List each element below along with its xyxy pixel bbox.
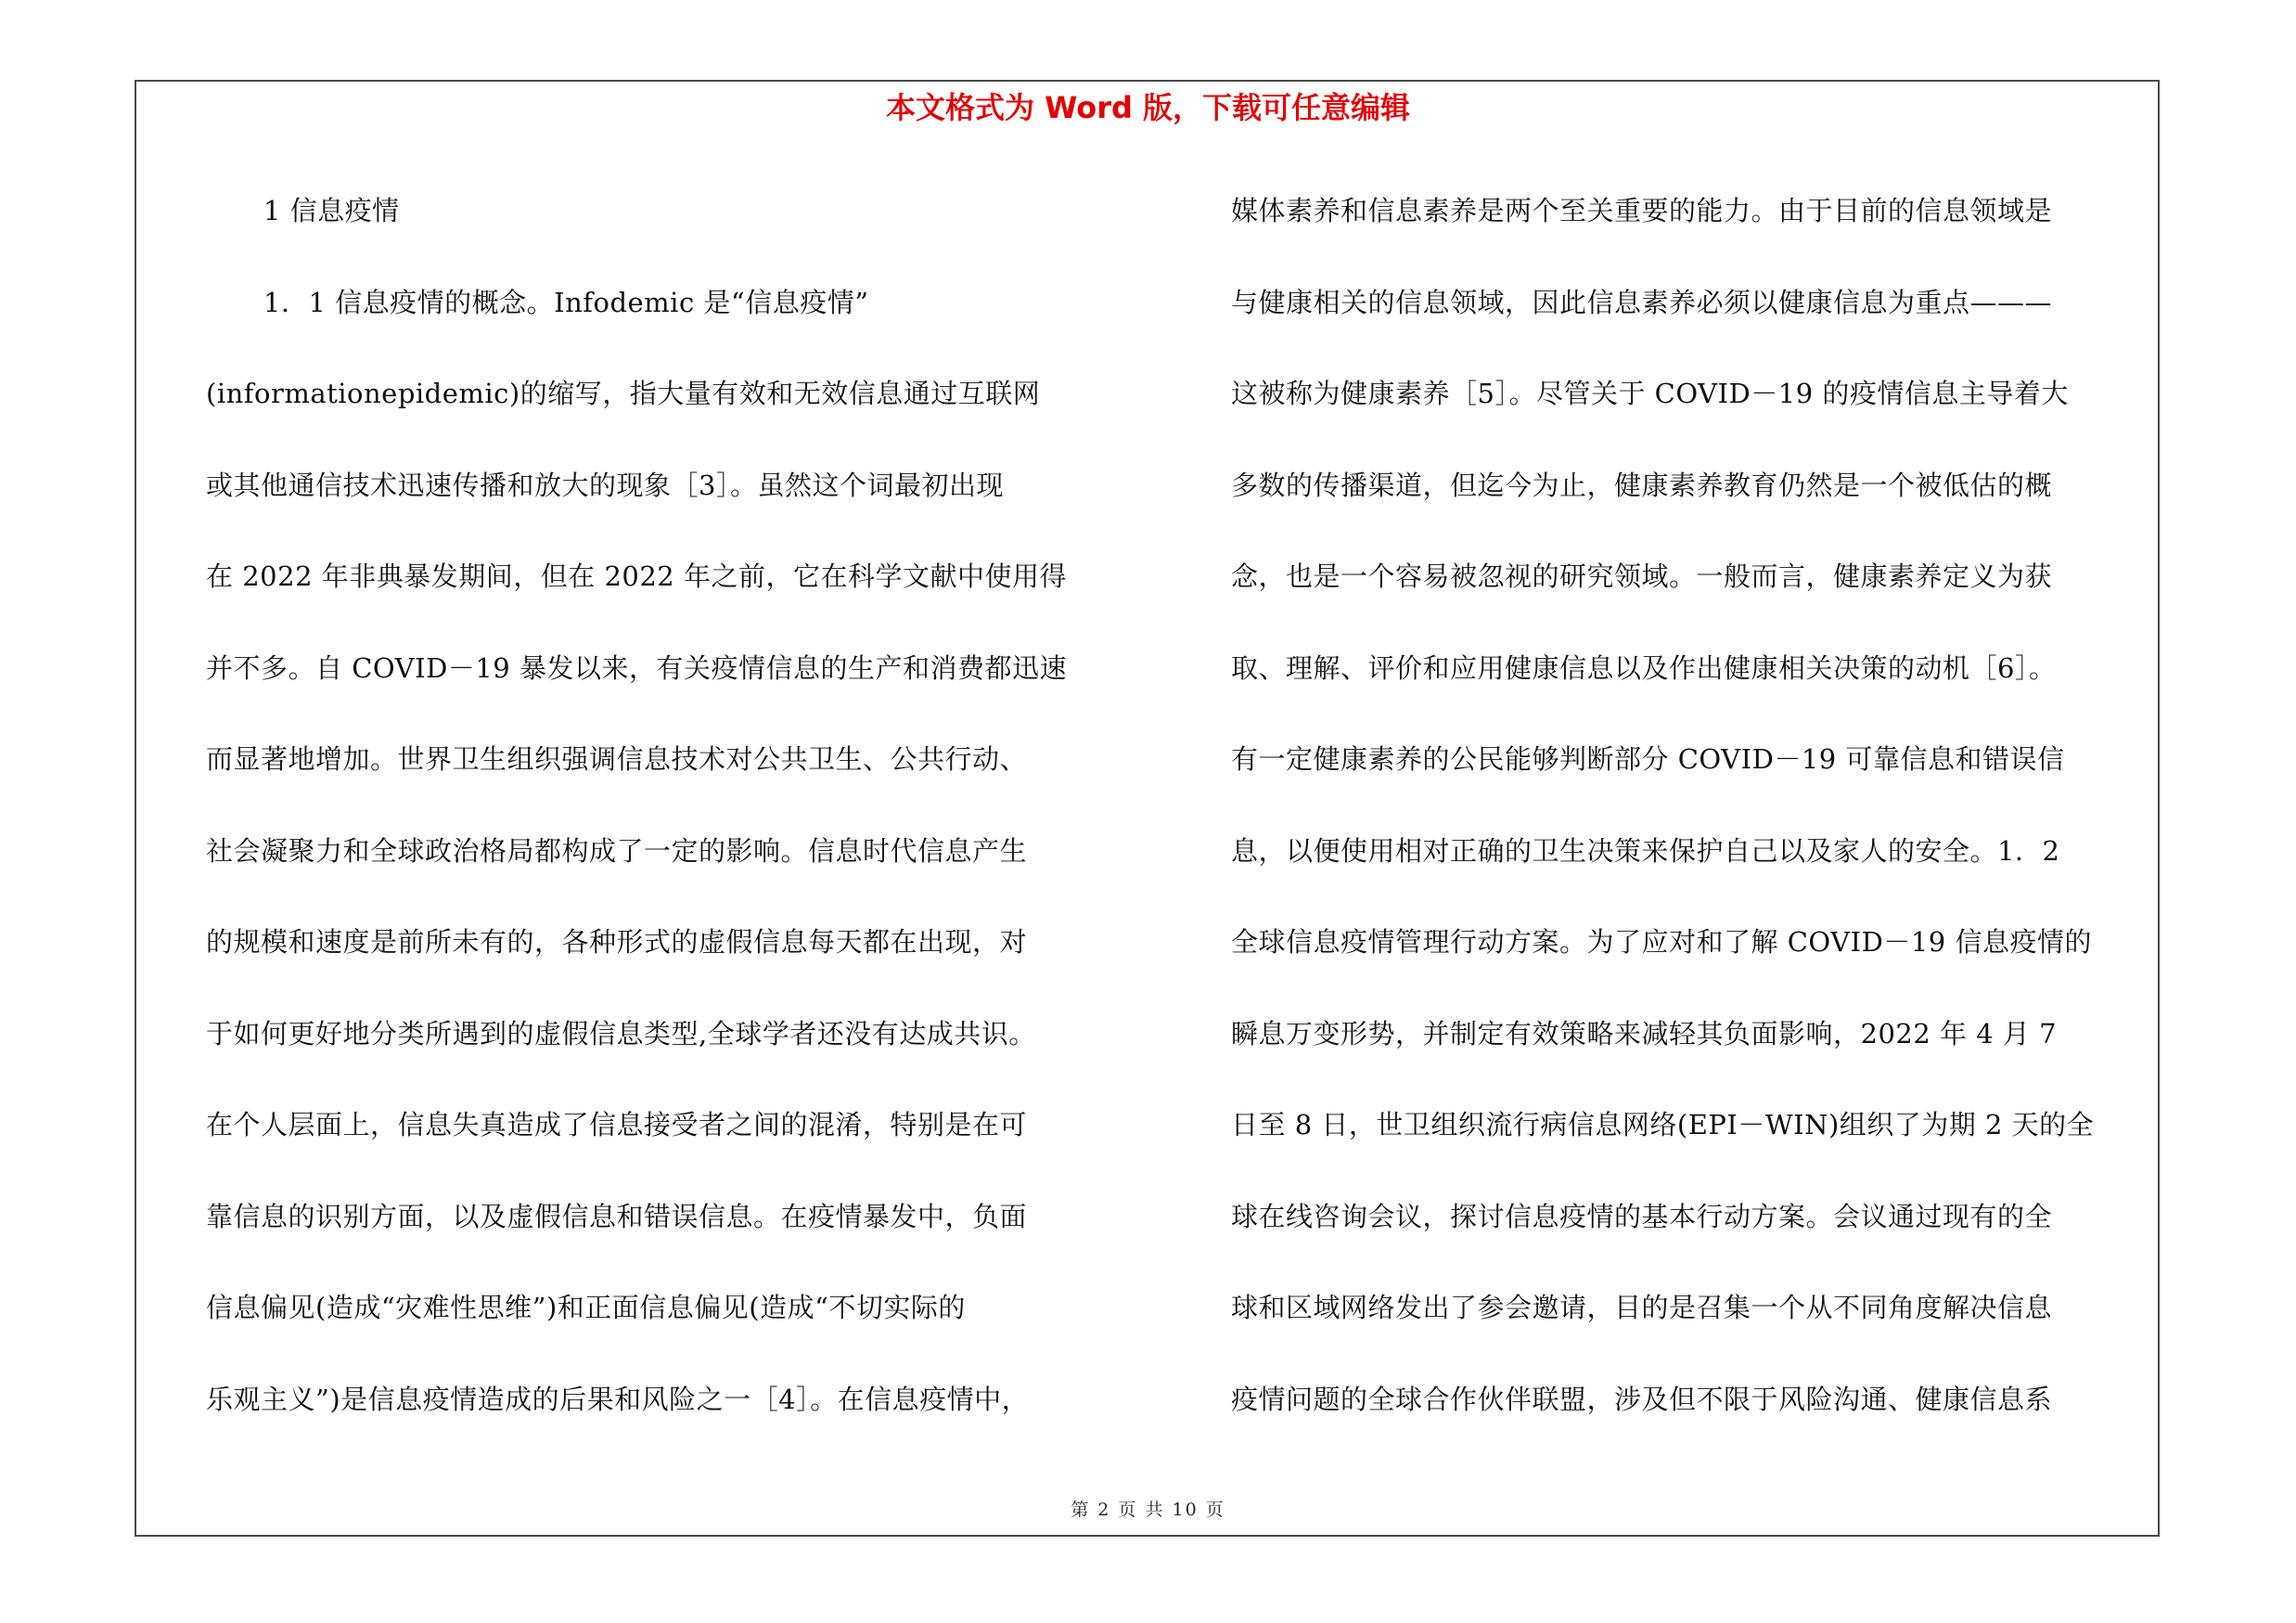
text-line: 全球信息疫情管理行动方案。为了应对和了解 COVID－19 信息疫情的 (1231, 926, 2092, 958)
text-line: 瞬息万变形势，并制定有效策略来减轻其负面影响，2022 年 4 月 7 (1231, 1017, 2058, 1050)
left-column (206, 165, 1134, 1445)
text-line: 念，也是一个容易被忽视的研究领域。一般而言，健康素养定义为获 (1231, 560, 2053, 592)
text-line: 球在线咨询会议，探讨信息疫情的基本行动方案。会议通过现有的全 (1231, 1200, 2053, 1232)
text-line: 乐观主义”)是信息疫情造成的后果和风险之一［4］。在信息疫情中， (206, 1383, 1030, 1415)
text-line: 取、理解、评价和应用健康信息以及作出健康相关决策的动机［6］。 (1231, 651, 2057, 684)
text-line: 有一定健康素养的公民能够判断部分 COVID－19 可靠信息和错误信 (1231, 743, 2065, 775)
right-column (1231, 165, 2159, 1445)
text-line: 1．1 信息疫情的概念。Infodemic 是“信息疫情” (263, 286, 869, 318)
text-line: 的规模和速度是前所未有的，各种形式的虚假信息每天都在出现，对 (206, 926, 1028, 958)
header-banner: 本文格式为 Word 版，下载可任意编辑 (885, 90, 1411, 125)
text-line: 这被称为健康素养［5］。尽管关于 COVID－19 的疫情信息主导着大 (1231, 378, 2069, 409)
text-line: 信息偏见(造成“灾难性思维”)和正面信息偏见(造成“不切实际的 (206, 1292, 966, 1323)
text-line: 在 2022 年非典暴发期间，但在 2022 年之前，它在科学文献中使用得 (206, 560, 1067, 592)
text-line: 或其他通信技术迅速传播和放大的现象［3］。虽然这个词最初出现 (206, 469, 1004, 501)
text-line: 球和区域网络发出了参会邀请，目的是召集一个从不同角度解决信息 (1231, 1292, 2053, 1323)
text-line: 多数的传播渠道，但迄今为止，健康素养教育仍然是一个被低估的概 (1231, 469, 2053, 501)
text-line: 靠信息的识别方面，以及虚假信息和错误信息。在疫情暴发中，负面 (206, 1200, 1028, 1232)
text-line: 于如何更好地分类所遇到的虚假信息类型,全球学者还没有达成共识。 (206, 1017, 1036, 1050)
section-heading: 1 信息疫情 (263, 195, 400, 226)
text-line: 社会凝聚力和全球政治格局都构成了一定的影响。信息时代信息产生 (206, 834, 1028, 867)
text-line: 而显著地增加。世界卫生组织强调信息技术对公共卫生、公共行动、 (206, 743, 1028, 775)
text-line: 息，以便使用相对正确的卫生决策来保护自己以及家人的安全。1．2 (1231, 834, 2060, 867)
text-line: (informationepidemic)的缩写，指大量有效和无效信息通过互联网 (206, 378, 1041, 409)
text-line: 在个人层面上，信息失真造成了信息接受者之间的混淆，特别是在可 (206, 1109, 1028, 1140)
page-number: 第 2 页 共 10 页 (1071, 1500, 1225, 1520)
text-line: 日至 8 日，世卫组织流行病信息网络(EPI－WIN)组织了为期 2 天的全 (1231, 1109, 2095, 1140)
text-line: 并不多。自 COVID－19 暴发以来，有关疫情信息的生产和消费都迅速 (206, 651, 1067, 684)
text-line: 与健康相关的信息领域，因此信息素养必须以健康信息为重点——— (1231, 286, 2053, 318)
text-line: 疫情问题的全球合作伙伴联盟，涉及但不限于风险沟通、健康信息系 (1231, 1383, 2053, 1415)
text-line: 媒体素养和信息素养是两个至关重要的能力。由于目前的信息领域是 (1231, 195, 2053, 226)
